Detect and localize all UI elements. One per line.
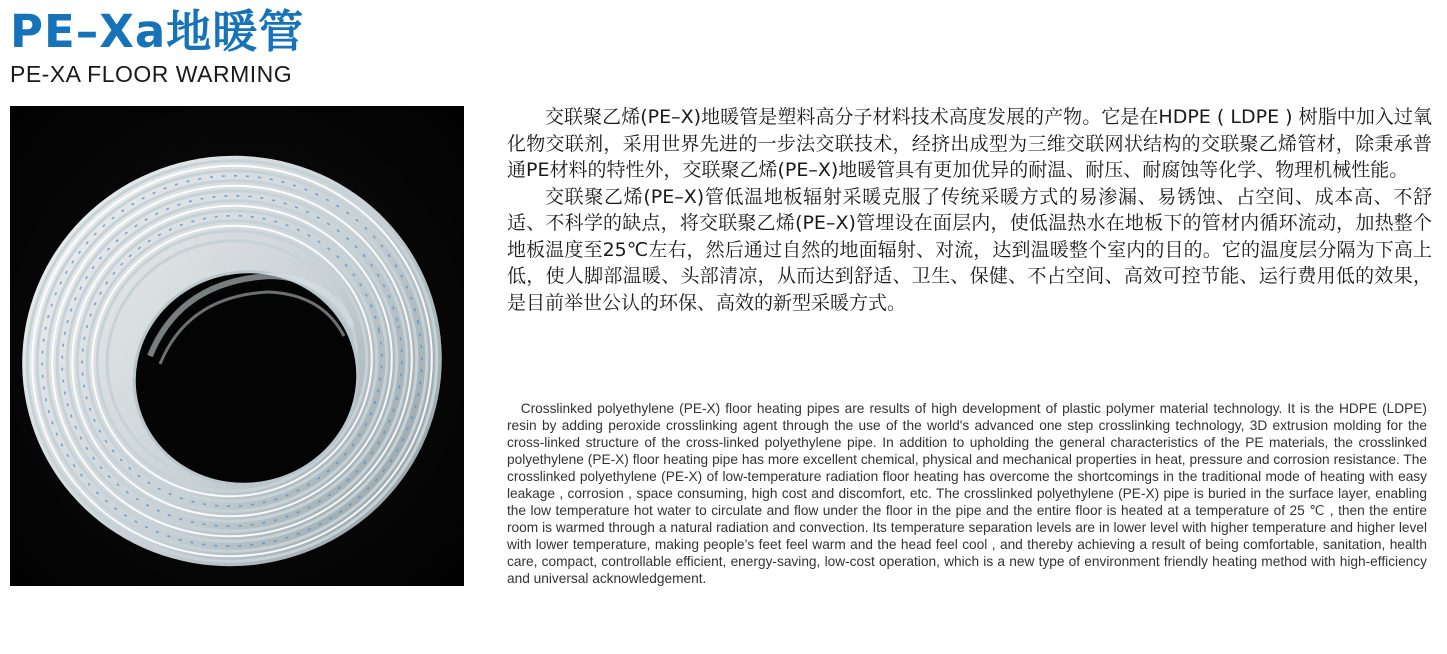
description-cn-paragraph: 交联聚乙烯(PE–X)地暖管是塑料高分子材料技术高度发展的产物。它是在HDPE ( LDPE ) 树脂中加入过氧化物交联剂，采用世界先进的一步法交联技术，经挤出成型为三维交联网状结构的交联聚乙烯管材，除秉承普通PE材料的特性外，交联聚乙烯(PE–X)地暖管具有更加优异的耐温、耐压、耐腐蚀等化学、物理机械性能。 [507, 106, 1432, 181]
product-photo [10, 106, 464, 586]
pipe-coil-image [10, 106, 464, 586]
page-subtitle: PE-XA FLOOR WARMING [10, 61, 293, 87]
description-cn-paragraph: 交联聚乙烯(PE–X)管低温地板辐射采暖克服了传统采暖方式的易渗漏、易锈蚀、占空间、成本高、不舒适、不科学的缺点，将交联聚乙烯(PE–X)管埋设在面层内，使低温热水在地板下的管材内循环流动，加热整个地板温度至25℃左右，然后通过自然的地面辐射、对流，达到温暖整个室内的目的。它的温度层分隔为下高上低，使人脚部温暖、头部清凉，从而达到舒适、卫生、保健、不占空间、高效可控节能、运行费用低的效果，是目前举世公认的环保、高效的新型采暖方式。 [507, 185, 1432, 314]
page-title: PE–Xa地暖管 [10, 5, 305, 58]
description-chinese [507, 104, 1432, 316]
description-english: Crosslinked polyethylene (PE-X) floor heating pipes are results of high development of plastic polymer material technology. It is the HDPE (LDPE) resin by adding peroxide crosslinking agent through the use of the world's advanced one step crosslinking technology, 3D extrusion molding for the cross-linked structure of the cross-linked polyethylene pipe. In addition to upholding the general characteristics of the PE materials, the crosslinked polyethylene (PE-X) floor heating pipe has more excellent chemical, physical and mechanical properties in heat, pressure and corrosion resistance. The crosslinked polyethylene (PE-X) of low-temperature radiation floor heating has overcome the shortcomings in the traditional mode of heating with easy leakage , corrosion , space consuming, high cost and discomfort, etc. The crosslinked polyethylene (PE-X) pipe is buried in the surface layer, enabling the low temperature hot water to circulate and flow under the floor in the pipe and the entire floor is heated at a temperature of 25 ℃ , then the entire room is warmed through a natural radiation and convection. Its temperature separation levels are in lower level with higher temperature and higher level with lower temperature, making people’s feet feel warm and the head feel cool , and thereby achieving a result of being comfortable, sanitation, health care, compact, controllable efficient, energy-saving, low-cost operation, which is a new type of environment friendly heating method with high-efficiency and universal acknowledgement. [507, 401, 1427, 586]
